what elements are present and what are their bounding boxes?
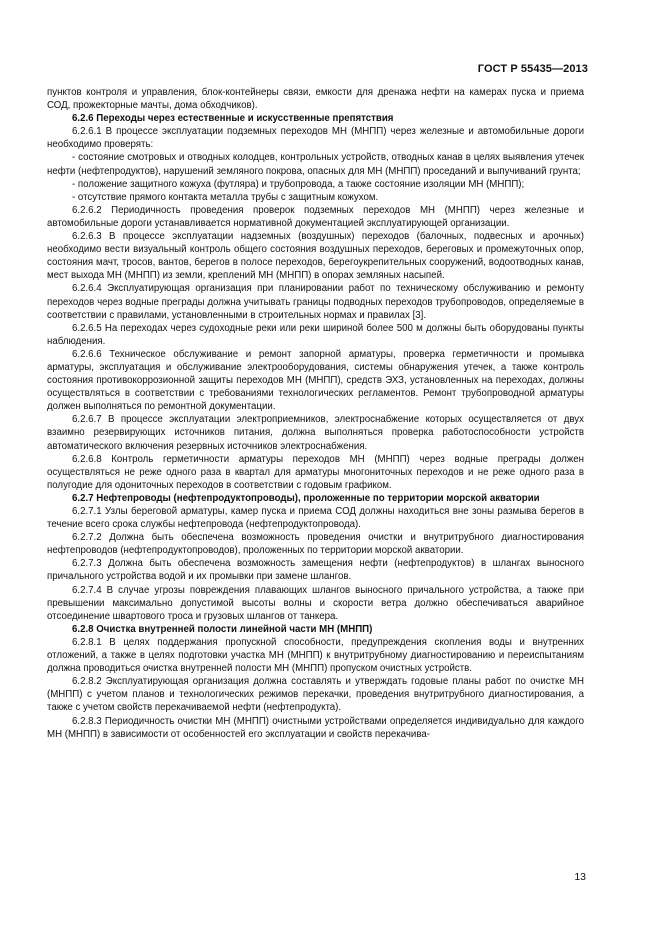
document-code-header: ГОСТ Р 55435—2013 xyxy=(477,63,588,75)
paragraph: 6.2.8.2 Эксплуатирующая организация должна составлять и утверждать годовые планы работ по очистке МН (МНПП) с учетом планов и технологических режимов перекачки, проведения внутритрубного диагностирования, а также с учетом свойств перекачиваемой нефти (нефтепродукта). xyxy=(47,676,584,714)
paragraph: 6.2.6.6 Техническое обслуживание и ремонт запорной арматуры, проверка герметичности и промывка арматуры, эксплуатация и обслуживание электрооборудования, системы обнаружения утечек, а также контроль состояния противокоррозионной защиты переходов МН (МНПП), средств ЭХЗ, установленных на переходах, должны осуществляться в соответствии с требованиями технологических регламентов. Ремонт трубопроводной арматуры должен выполняться по ремонтной документации. xyxy=(47,348,584,413)
paragraph: 6.2.8.1 В целях поддержания пропускной способности, предупреждения скопления воды и внутренних отложений, а также в целях подготовки участка МН (МНПП) к внутритрубному диагностированию и переиспытаниям должна проводиться очистка внутренней полости МН (МНПП) пропуском очистных устройств. xyxy=(47,636,584,675)
paragraph: 6.2.6.3 В процессе эксплуатации надземных (воздушных) переходов (балочных, подвесных и арочных) необходимо вести визуальный контроль общего состояния воздушных переходов, береговых и промежуточных опор, состояния мачт, тросов, вантов, берегов в полосе переходов, берегоукрепительных сооружений, водоотводных канав, мест выхода МН (МНПП) из земли, креплений МН (МНПП) в опорах земляных насыпей. xyxy=(47,231,584,282)
paragraph: 6.2.6.7 В процессе эксплуатации электроприемников, электроснабжение которых осуществляется от двух взаимно резервирующих источников питания, должна выполняться проверка работоспособности устройств автоматического включения резервных источников электроснабжения. xyxy=(47,414,584,452)
paragraph: 6.2.7.3 Должна быть обеспечена возможность замещения нефти (нефтепродуктов) в шлангах выносного причального устройства водой и их промывки при замене шлангов. xyxy=(47,558,584,583)
section-heading: 6.2.8 Очистка внутренней полости линейной части МН (МНПП) xyxy=(72,623,373,635)
page-number: 13 xyxy=(574,871,586,883)
paragraph: 6.2.6.8 Контроль герметичности арматуры переходов МН (МНПП) через водные преграды должен осуществляться не реже одного раза в квартал для арматуры многониточных переходов и не реже одного раза в полугодие для одониточных переходов в соответствии с годовым графиком. xyxy=(47,453,584,491)
paragraph: 6.2.7.1 Узлы береговой арматуры, камер пуска и приема СОД должны находиться вне зоны размыва берегов в течение всего срока службы нефтепровода (нефтепродуктопровода). xyxy=(47,506,584,531)
paragraph: 6.2.8.3 Периодичность очистки МН (МНПП) очистными устройствами определяется индивидуально для каждого МН (МНПП) в зависимости от особенностей его эксплуатации и свойств перекачива- xyxy=(47,715,584,740)
paragraph: - состояние смотровых и отводных колодцев, контрольных устройств, отводных канав в целях выявления утечек нефти (нефтепродуктов), нарушений земляного покрова, опасных для МН (МНПП) проседаний и выпучиваний грунта; xyxy=(47,152,584,177)
paragraph: 6.2.7.4 В случае угрозы повреждения плавающих шлангов выносного причального устройства, а также при превышении максимально допустимой высоты волны и скорости ветра должно обеспечиваться аварийное отсоединение швартового троса и грузовых шлангов от танкера. xyxy=(47,584,584,622)
paragraph: 6.2.7.2 Должна быть обеспечена возможность проведения очистки и внутритрубного диагностирования нефтепроводов (нефтепродуктопроводов), проложенных по территории морской акватории. xyxy=(47,532,584,557)
paragraph: 6.2.6.2 Периодичность проведения проверок подземных переходов МН (МНПП) через железные и автомобильные дороги устанавливается нормативной документацией эксплуатирующей организации. xyxy=(47,204,584,229)
paragraph: 6.2.6.4 Эксплуатирующая организация при планировании работ по техническому обслуживанию и ремонту переходов через водные преграды должна учитывать границы подводных переходов трубопроводов, определяемые в соответствии с правилами, установленными в строительных нормах и правилах [3]. xyxy=(47,283,584,321)
paragraph-continuation: пунктов контроля и управления, блок-контейнеры связи, емкости для дренажа нефти на камерах пуска и приема СОД, прожекторные мачты, дома обходчиков). xyxy=(47,87,584,112)
section-heading: 6.2.6 Переходы через естественные и искусственные препятствия xyxy=(72,113,394,125)
paragraph: 6.2.6.1 В процессе эксплуатации подземных переходов МН (МНПП) через железные и автомобильные дороги необходимо проверять: xyxy=(47,126,584,151)
document-body xyxy=(47,86,584,741)
paragraph: - отсутствие прямого контакта металла трубы с защитным кожухом. xyxy=(72,191,379,203)
section-heading: 6.2.7 Нефтепроводы (нефтепродуктопроводы), проложенные по территории морской акватории xyxy=(72,492,540,504)
paragraph: - положение защитного кожуха (футляра) и трубопровода, а также состояние изоляции МН (МНПП); xyxy=(72,178,525,190)
paragraph: 6.2.6.5 На переходах через судоходные реки или реки шириной более 500 м должны быть оборудованы пункты наблюдения. xyxy=(47,322,584,347)
